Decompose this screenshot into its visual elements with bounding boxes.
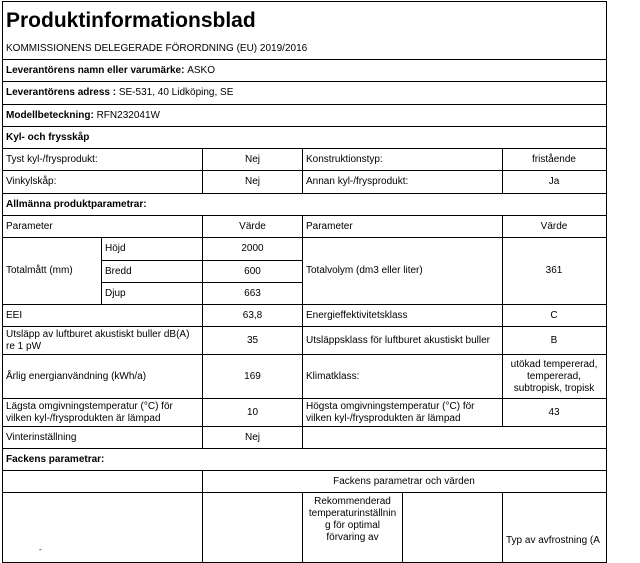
header-parameter-2: Parameter bbox=[302, 216, 502, 237]
eei-label: EEI bbox=[6, 309, 23, 321]
energy-climate-row bbox=[3, 354, 606, 398]
design-label: Konstruktionstyp: bbox=[302, 149, 502, 170]
wine-other-row bbox=[3, 170, 606, 193]
min-temp-value: 10 bbox=[202, 399, 302, 426]
noise-label: Utsläpp av luftburet akustiskt buller dB(A) re 1 pW bbox=[6, 328, 190, 352]
supplier-name-label: Leverantörens namn eller varumärke: bbox=[6, 64, 185, 76]
model-value: RFN232041W bbox=[96, 109, 160, 121]
header-parameter: Parameter bbox=[6, 220, 53, 232]
noise-row bbox=[3, 326, 606, 354]
height-value: 2000 bbox=[202, 238, 302, 260]
section-general-row bbox=[3, 193, 606, 215]
section-compartment-heading: Fackens parametrar: bbox=[6, 453, 105, 465]
volume-label: Totalvolym (dm3 eller liter) bbox=[302, 238, 502, 304]
product-information-sheet: Produktinformationsblad KOMMISSIONENS DELEGERADE FÖRORDNING (EU) 2019/2016 Leverantörens namn eller varumärke: ASKO Leverantörens adress : SE-531, 40 Lidköping, SE Modellbeteckning: RFN232041W Kyl- och frysskåp Tyst kyl-/frysprodukt: Nej Konstruktionstyp: fristående Vinkylskåp: Nej Annan kyl-/frysprodukt: Ja Allmänna produktparametrar: Parameter Värde Parameter Värde Totalmått (mm) Höjd 2000 Bredd 600 Djup 663 Totalvolym (dm3 eller liter) 361 EEI 63,8 Energieffektivitetsklass C Utsläpp av luftburet akustiskt buller dB(A) re 1 pW 35 Utsläppsklass för luftburet akustiskt buller B Årlig energianvändning (kWh/a) 169 Klimatklass: utökad tempererad, tempererad, subtropisk, tropisk Lägsta omgivningstemperatur (°C) för vilken kyl-/frysprodukten är lämpad 10 Högsta omgivningstemperatur (°C) för vilken kyl-/frysprodukten är lämpad 43 Vinterinställning Nej Fackens parametrar: Fackens parametrar och värden Rekommenderad temperaturinställnin g för optimal förvaring av Typ av avfrostning (A - bbox=[2, 1, 607, 563]
max-temp-label: Högsta omgivningstemperatur (°C) för vilken kyl-/frysprodukten är lämpad bbox=[302, 399, 502, 426]
other-value: Ja bbox=[502, 171, 605, 193]
climate-label: Klimatklass: bbox=[302, 355, 502, 398]
noise-value: 35 bbox=[202, 327, 302, 354]
noise-class-label: Utsläppsklass för luftburet akustiskt buller bbox=[302, 327, 502, 354]
width-value: 600 bbox=[202, 260, 302, 282]
dimensions-block bbox=[3, 237, 606, 304]
regulation-subtitle: KOMMISSIONENS DELEGERADE FÖRORDNING (EU) 2019/2016 bbox=[6, 43, 308, 54]
model-label: Modellbeteckning: bbox=[6, 109, 94, 121]
width-label: Bredd bbox=[101, 260, 202, 282]
header-value: Värde bbox=[202, 216, 302, 237]
silent-value: Nej bbox=[202, 149, 302, 170]
wine-value: Nej bbox=[202, 171, 302, 193]
height-label: Höjd bbox=[101, 238, 202, 260]
energy-class-value: C bbox=[502, 305, 605, 326]
energy-class-label: Energieffektivitetsklass bbox=[302, 305, 502, 326]
header-value-2: Värde bbox=[502, 216, 605, 237]
silent-label: Tyst kyl-/frysprodukt: bbox=[6, 153, 98, 165]
compartment-header-row bbox=[3, 470, 606, 492]
depth-value: 663 bbox=[202, 282, 302, 305]
wine-label: Vinkylskåp: bbox=[6, 176, 57, 187]
max-temp-value: 43 bbox=[502, 399, 605, 426]
page-title: Produktinformationsblad bbox=[6, 9, 256, 32]
winter-row bbox=[3, 426, 606, 448]
design-value: fristående bbox=[502, 149, 605, 170]
supplier-address-row bbox=[3, 81, 606, 104]
parameter-header-row bbox=[3, 215, 606, 237]
section-cooling-row bbox=[3, 126, 606, 148]
silent-design-row bbox=[3, 148, 606, 170]
recommended-temp-header: Rekommenderad temperaturinställnin g för optimal förvaring av bbox=[302, 493, 402, 562]
section-general-heading: Allmänna produktparametrar: bbox=[6, 198, 147, 210]
dimensions-label: Totalmått (mm) bbox=[6, 265, 73, 276]
supplier-address-value: SE-531, 40 Lidköping, SE bbox=[118, 87, 234, 98]
climate-value: utökad tempererad, tempererad, subtropisk, tropisk bbox=[502, 355, 605, 398]
winter-value: Nej bbox=[202, 427, 302, 448]
supplier-name-value: ASKO bbox=[187, 64, 215, 76]
other-label: Annan kyl-/frysprodukt: bbox=[302, 171, 502, 193]
supplier-address-label: Leverantörens adress : bbox=[6, 87, 117, 98]
volume-value: 361 bbox=[502, 238, 605, 304]
section-cooling-heading: Kyl- och frysskåp bbox=[6, 131, 90, 143]
defrost-type-header: Typ av avfrostning (A bbox=[502, 493, 605, 562]
min-temp-label: Lägsta omgivningstemperatur (°C) för vilken kyl-/frysprodukten är lämpad bbox=[6, 400, 173, 424]
winter-label: Vinterinställning bbox=[6, 431, 77, 443]
annual-energy-value: 169 bbox=[202, 355, 302, 398]
annual-energy-label: Årlig energianvändning (kWh/a) bbox=[6, 370, 147, 382]
compartment-header: Fackens parametrar och värden bbox=[202, 471, 605, 492]
model-row bbox=[3, 104, 606, 126]
supplier-name-row bbox=[3, 59, 606, 81]
eei-row bbox=[3, 304, 606, 326]
depth-label: Djup bbox=[101, 282, 202, 305]
section-compartment-row bbox=[3, 448, 606, 470]
temperature-row bbox=[3, 398, 606, 426]
eei-value: 63,8 bbox=[202, 305, 302, 326]
noise-class-value: B bbox=[502, 327, 605, 354]
compartment-subheader-row bbox=[3, 492, 606, 562]
